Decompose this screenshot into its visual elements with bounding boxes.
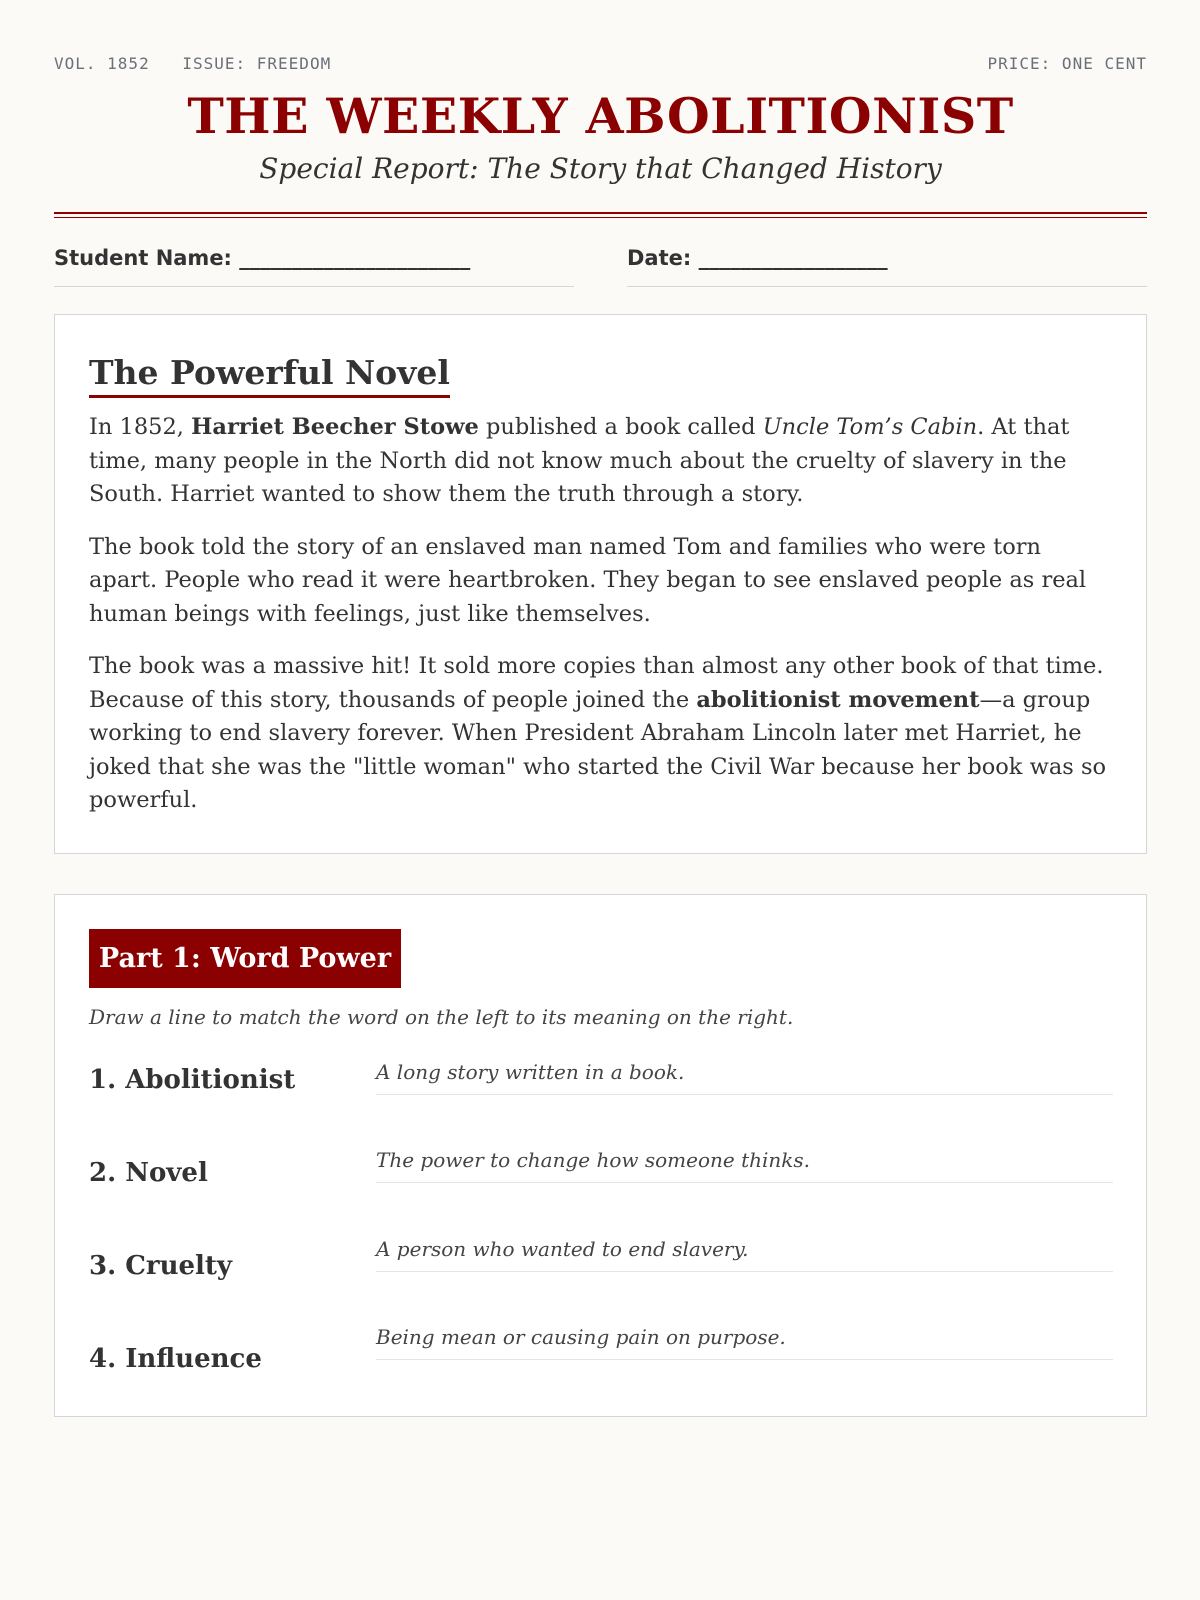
date-field[interactable]: Date: __________________ (627, 246, 1147, 287)
p3-text-1: The book was a massive hit! It sold more copies than almost any other book of that time. Because of this story, thousands of people joined the (89, 653, 1104, 713)
article-heading: The Powerful Novel (89, 352, 450, 398)
p3-text-2: —a group working to end slavery forever. When President Abraham Lincoln later met Harriet, he joked that she was the "little woman" who started the Civil War because her book was so powerful. (89, 686, 1107, 813)
vocab-word[interactable]: 2. Novel (89, 1158, 208, 1188)
masthead-title: THE WEEKLY ABOLITIONIST (187, 87, 1014, 145)
movement-term: abolitionist movement (696, 686, 980, 713)
masthead-subtitle: Special Report: The Story that Changed History (259, 152, 942, 185)
article-card (54, 314, 1147, 854)
volume-label: VOL. 1852 (54, 54, 150, 73)
price-label: PRICE: ONE CENT (987, 54, 1147, 73)
author-name: Harriet Beecher Stowe (191, 414, 479, 440)
newspaper-topline (54, 54, 1147, 78)
article-paragraph-2: The book told the story of an enslaved man named Tom and families who were torn apart. People who read it were heartbroken. They began to see enslaved people as real human beings with feelings, just like themselves. (89, 533, 1087, 627)
book-title: Uncle Tom’s Cabin (762, 414, 978, 440)
article-paragraph-1 (89, 411, 1109, 512)
masthead-rule-thin (54, 217, 1147, 218)
vocab-definition[interactable]: A person who wanted to end slavery. (376, 1237, 1113, 1272)
student-name-field[interactable]: Student Name: ______________________ (54, 246, 574, 287)
vocab-word[interactable]: 1. Abolitionist (89, 1065, 296, 1095)
vocab-definition[interactable]: Being mean or causing pain on purpose. (376, 1325, 1113, 1360)
vocab-word[interactable]: 4. Influence (89, 1344, 262, 1374)
topline-left (54, 54, 331, 73)
part-1-banner: Part 1: Word Power (89, 929, 401, 988)
article-paragraph-3 (89, 650, 1109, 818)
p1-text-3: . At that time, many people in the North did not know much about the cruelty of slavery in the South. Harriet wanted to show them the truth through a story. (89, 414, 1070, 507)
word-power-card (54, 894, 1147, 1417)
vocab-definition[interactable]: A long story written in a book. (376, 1060, 1113, 1095)
matching-instructions: Draw a line to match the word on the left to its meaning on the right. (89, 1005, 794, 1029)
p1-text-2: published a book called (478, 414, 763, 440)
p1-text-1: In 1852, (89, 414, 192, 440)
article-body (89, 411, 1109, 837)
match-row (55, 1237, 1146, 1331)
match-row (55, 1060, 1146, 1145)
vocab-word[interactable]: 3. Cruelty (89, 1251, 233, 1281)
masthead-rule-thick (54, 212, 1147, 214)
vocab-definition[interactable]: The power to change how someone thinks. (376, 1148, 1113, 1183)
issue-label: ISSUE: FREEDOM (182, 54, 332, 73)
match-row (55, 1148, 1146, 1238)
match-row (55, 1325, 1146, 1424)
